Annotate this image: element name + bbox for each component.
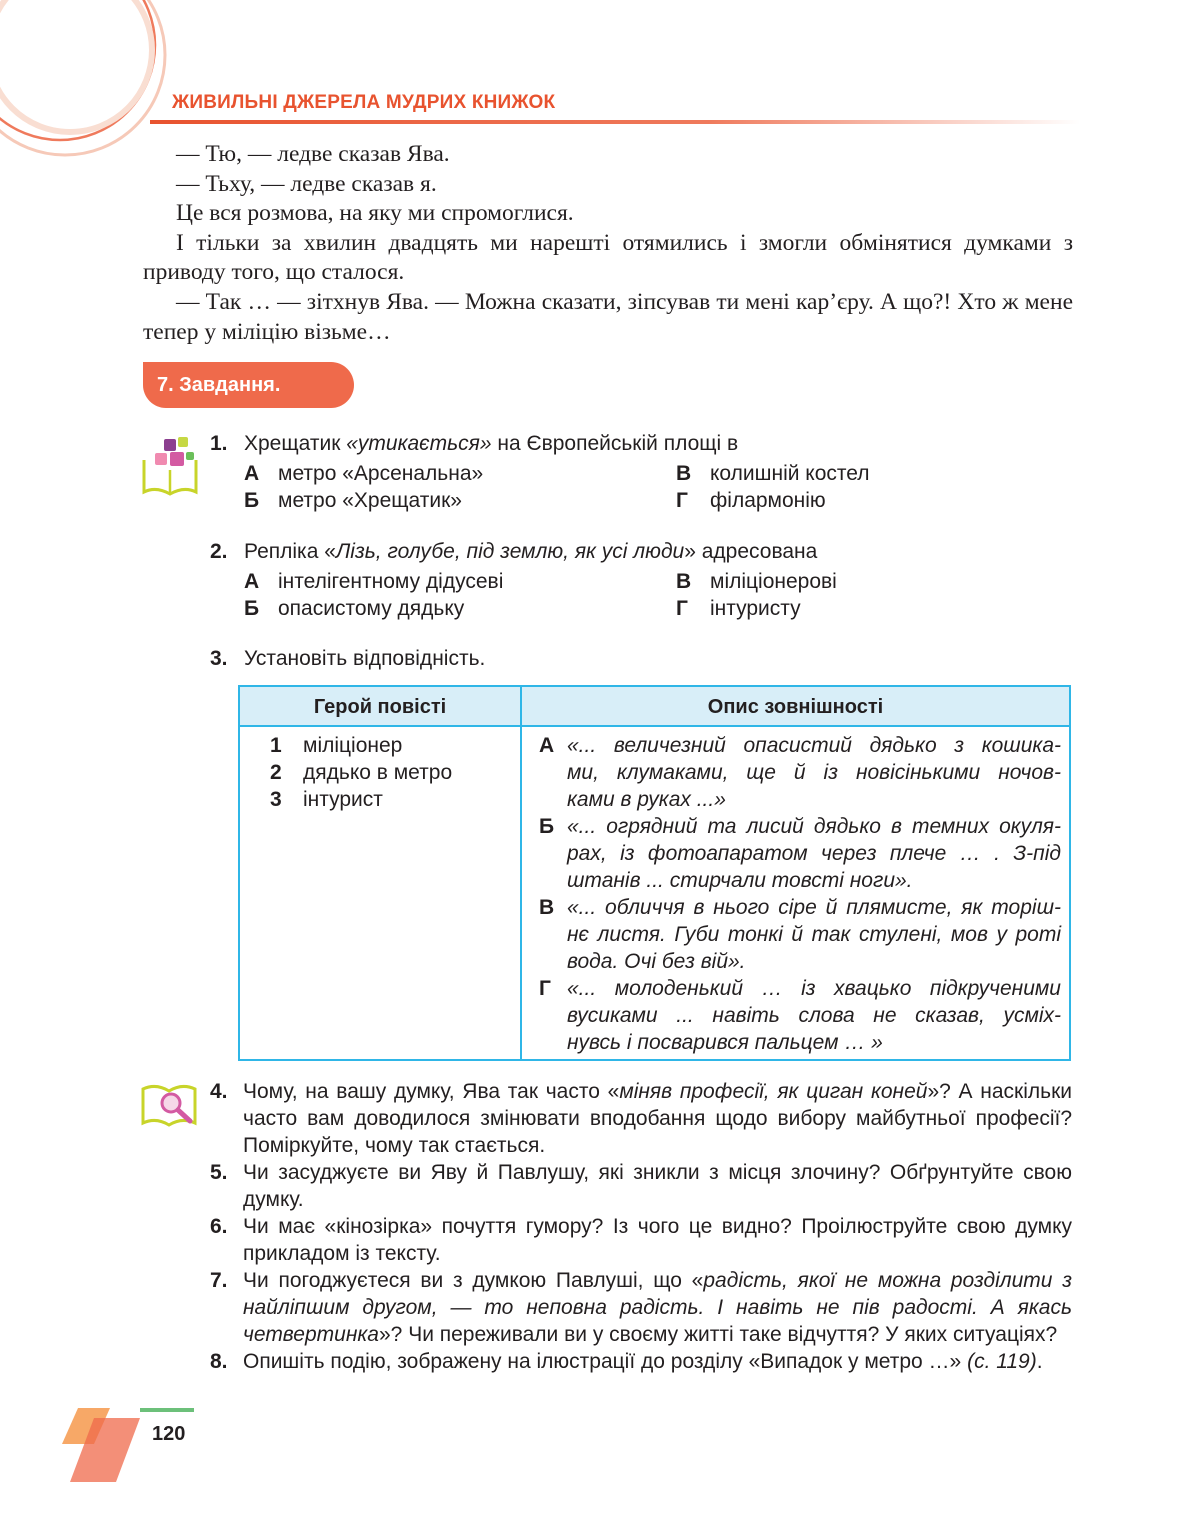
option-text: метро «Хрещатик» bbox=[278, 489, 462, 512]
question-text bbox=[243, 1267, 1072, 1348]
description-line: вода. Очі без вій». bbox=[567, 950, 746, 973]
story-paragraph: Це вся розмова, на яку ми спромоглися. bbox=[176, 200, 574, 227]
description-line: «... молоденький … із хвацько підкрученими bbox=[567, 977, 1061, 1000]
question-text-part: . bbox=[1036, 1350, 1043, 1373]
section-header-title: ЖИВИЛЬНІ ДЖЕРЕЛА МУДРИХ КНИЖОК bbox=[172, 92, 556, 113]
description-letter: Б bbox=[539, 815, 555, 838]
story-text bbox=[143, 140, 1073, 347]
table-column-divider bbox=[520, 687, 522, 1059]
question-text: Установіть відповідність. bbox=[244, 647, 486, 670]
question-5 bbox=[210, 1159, 1072, 1213]
question-3 bbox=[210, 645, 1070, 675]
column-header-description: Опис зовнішності bbox=[707, 696, 884, 718]
description-line: нє листя. Губи тонкі й так стулені, мов у роті bbox=[567, 923, 1061, 946]
question-text bbox=[243, 1348, 1072, 1375]
description-item bbox=[567, 894, 1061, 975]
description-letter: Г bbox=[539, 977, 551, 1000]
option-letter: Б bbox=[244, 489, 260, 512]
hero-name: міліціонер bbox=[303, 734, 403, 757]
question-text-part: Репліка « bbox=[244, 540, 336, 563]
story-paragraph: — Тю, — ледве сказав Ява. bbox=[176, 141, 450, 167]
question-quote: Лізь, голубе, під землю, як усі люди bbox=[335, 540, 685, 563]
option-letter: В bbox=[676, 462, 692, 485]
header-rule bbox=[150, 120, 1080, 124]
task-heading-badge: 7. Завдання. bbox=[143, 362, 354, 408]
hero-number: 2 bbox=[270, 761, 282, 784]
option-letter: Г bbox=[676, 597, 688, 620]
question-text-part: Опишіть подію, зображену на ілюстрації до розділу «Випадок у метро …» bbox=[243, 1350, 968, 1373]
question-8 bbox=[210, 1348, 1072, 1375]
question-text-part: Чи погоджуєтеся ви з думкою Павлуші, що « bbox=[243, 1269, 704, 1292]
question-1 bbox=[210, 430, 1070, 520]
book-squares-icon bbox=[140, 436, 200, 498]
option-text: інтелігентному дідусеві bbox=[278, 570, 504, 593]
description-line: рах, із фотоапаратом через плече … . З-під bbox=[567, 842, 1061, 865]
page-number: 120 bbox=[152, 1423, 186, 1445]
question-2 bbox=[210, 538, 1070, 628]
question-text-part: на Європейській площі в bbox=[491, 432, 739, 455]
question-number: 6. bbox=[210, 1215, 228, 1238]
question-number: 5. bbox=[210, 1161, 228, 1184]
hero-number: 3 bbox=[270, 788, 282, 811]
question-text-part: Чому, на вашу думку, Ява так часто « bbox=[243, 1080, 620, 1103]
question-quote: (с. 119) bbox=[967, 1350, 1037, 1373]
option-text: метро «Арсенальна» bbox=[278, 462, 484, 485]
question-text-part: Хрещатик bbox=[244, 432, 347, 455]
question-number: 3. bbox=[210, 647, 228, 670]
description-line: «... огрядний та лисий дядько в темних окуля- bbox=[567, 815, 1061, 838]
option-letter: Б bbox=[244, 597, 260, 620]
description-item bbox=[567, 813, 1061, 894]
description-line: ками в руках ...» bbox=[567, 788, 726, 811]
question-text bbox=[244, 538, 817, 565]
question-number: 4. bbox=[210, 1080, 228, 1103]
hero-number: 1 bbox=[270, 734, 282, 757]
option-text: інтуристу bbox=[710, 597, 801, 620]
story-paragraph: — Так … — зітхнув Ява. — Можна сказати, зіпсував ти мені кар’єру. А що?! Хто ж мене тепер у міліцію візьме… bbox=[143, 288, 1073, 345]
question-quote: міняв професії, як циган коней bbox=[619, 1080, 928, 1103]
description-line: штанів ... стирчали товсті ноги». bbox=[567, 869, 913, 892]
option-text: опасистому дядьку bbox=[278, 597, 465, 620]
question-text: Чи має «кінозірка» почуття гумору? Із чого це видно? Проілюструйте свою думку прикладом із тексту. bbox=[243, 1215, 1072, 1265]
question-4 bbox=[210, 1078, 1072, 1159]
question-quote: «утикається» bbox=[346, 432, 492, 455]
option-text: колишній костел bbox=[710, 462, 870, 485]
question-text-part: »? А наскільки часто вам доводилося змінювати вподобання щодо вибору майбутньої професії? Поміркуйте, чому так стається. bbox=[243, 1080, 1073, 1157]
description-line: нувсь і посварився пальцем … » bbox=[567, 1031, 883, 1054]
description-line: «... обличчя в нього сіре й плямисте, як торіш- bbox=[567, 896, 1061, 919]
description-line: вусиками ... навіть слова не сказав, усміх- bbox=[567, 1004, 1061, 1027]
description-item bbox=[567, 732, 1061, 813]
story-paragraph: — Тьху, — ледве сказав я. bbox=[176, 170, 437, 197]
question-number: 2. bbox=[210, 540, 228, 563]
question-text: Чи засуджуєте ви Яву й Павлушу, які зникли з місця злочину? Обґрунтуйте свою думку. bbox=[243, 1161, 1072, 1211]
question-number: 7. bbox=[210, 1269, 228, 1292]
description-line: «... величезний опасистий дядько з кошика- bbox=[567, 734, 1061, 757]
option-letter: Г bbox=[676, 489, 688, 512]
option-text: міліціонерові bbox=[710, 570, 837, 593]
description-item bbox=[567, 975, 1061, 1056]
question-7 bbox=[210, 1267, 1072, 1348]
option-text: філармонію bbox=[710, 489, 826, 512]
hero-name: інтурист bbox=[303, 788, 383, 811]
question-quote: радість, якої не можна розділити з найліпшим другом, — то неповна радість. І навіть не пів радості. А якась четвертинка bbox=[243, 1269, 1072, 1346]
question-text bbox=[244, 430, 738, 457]
story-paragraph: І тільки за хвилин двадцять ми нарешті отямились і змогли обмінятися думками з приводу того, що сталося. bbox=[143, 229, 1073, 286]
question-text-part: » адресована bbox=[684, 540, 818, 563]
book-magnifier-icon bbox=[140, 1083, 202, 1131]
question-text-part: »? Чи переживали ви у своєму житті таке відчуття? У яких ситуаціях? bbox=[379, 1323, 1058, 1346]
matching-table bbox=[238, 685, 1071, 1061]
hero-name: дядько в метро bbox=[303, 761, 453, 784]
option-letter: А bbox=[244, 570, 260, 593]
description-letter: А bbox=[539, 734, 555, 757]
question-text bbox=[243, 1078, 1072, 1159]
option-letter: А bbox=[244, 462, 260, 485]
column-header-hero: Герой повісті bbox=[313, 696, 447, 718]
question-number: 1. bbox=[210, 432, 228, 455]
description-line: ми, клумаками, ще й із новісінькими ночов- bbox=[567, 761, 1061, 784]
option-letter: В bbox=[676, 570, 692, 593]
question-number: 8. bbox=[210, 1350, 228, 1373]
description-letter: В bbox=[539, 896, 555, 919]
question-6 bbox=[210, 1213, 1072, 1267]
